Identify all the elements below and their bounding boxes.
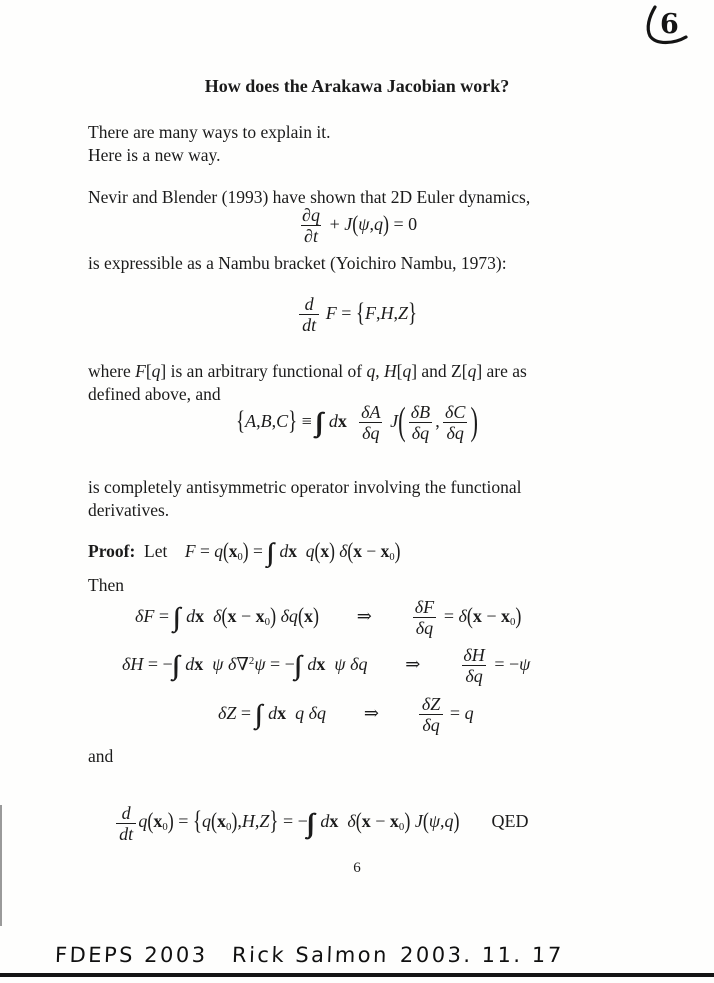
eq-token: 0 [237, 552, 243, 564]
eq-token: F [184, 541, 196, 561]
left-edge-scan-artifact [0, 805, 2, 926]
corner-page-number: 6 [660, 9, 679, 40]
equation-euler [0, 205, 714, 246]
eq-token: } [269, 806, 279, 837]
eq-token: x [389, 811, 399, 832]
eq-token: d [121, 802, 131, 823]
eq-token: δq [362, 423, 380, 444]
eq-token: q [373, 213, 383, 234]
eq-token: δB [410, 402, 431, 422]
eq-token: F [135, 361, 146, 381]
eq-token: − [481, 605, 501, 626]
eq-token: ) [270, 602, 277, 629]
eq-token: q [366, 361, 376, 381]
eq-token: − [236, 605, 256, 626]
eq-token: d [180, 653, 195, 674]
eq-token: δq [308, 702, 327, 723]
eq-token: ) [329, 537, 335, 564]
eq-token: ( [347, 537, 354, 564]
eq-token: = − [489, 653, 520, 674]
eq-token: x [216, 811, 226, 832]
eq-token: x [337, 410, 347, 431]
and-label: and [88, 746, 114, 766]
circle-swoosh-icon [638, 4, 698, 56]
eq-token: 0 [398, 821, 405, 834]
eq-token: x [316, 653, 326, 674]
eq-token: , [271, 410, 277, 431]
eq-token: x [227, 605, 237, 626]
footer-author: Rick Salmon [231, 943, 390, 967]
eq-token [347, 411, 356, 431]
eq-token: 0 [162, 821, 168, 834]
eq-token: ( [352, 210, 359, 237]
eq-token: δq [350, 653, 368, 674]
proof-line [88, 537, 401, 565]
footer-event: FDEPS 2003 [54, 943, 209, 967]
eq-token [408, 402, 433, 443]
eq-token: ( [398, 399, 406, 443]
eq-token: , [369, 213, 374, 234]
eq-token: x [380, 541, 390, 561]
eq-token [412, 597, 437, 638]
antisymmetric-sentence [88, 476, 522, 522]
eq-token: x [303, 605, 313, 626]
eq-token: δF [135, 605, 155, 626]
eq-token: δq [415, 618, 434, 639]
eq-token: δH [463, 645, 485, 665]
eq-token: ( [422, 808, 429, 835]
eq-token: ⇒ [356, 605, 372, 626]
eq-token [299, 205, 323, 246]
eq-token: q [295, 702, 305, 723]
eq-token: dt [119, 823, 134, 844]
eq-token: q [151, 361, 161, 381]
eq-token: x [501, 605, 510, 626]
eq-token: ( [297, 602, 304, 629]
eq-token: x [353, 541, 362, 561]
eq-token: J [390, 410, 399, 431]
equation-delta-f [135, 597, 521, 638]
eq-token: = [195, 541, 215, 561]
eq-token [297, 541, 306, 561]
eq-token: δF [414, 597, 435, 617]
eq-token: Z [259, 811, 270, 832]
eq-token: ] are as [476, 361, 527, 381]
eq-token: ( [466, 602, 473, 629]
eq-token: + [325, 213, 345, 234]
eq-token: δZ [218, 702, 237, 723]
intro-line-2: Here is a new way. [88, 145, 221, 165]
eq-token: A [245, 410, 257, 431]
eq-token: B [260, 410, 272, 431]
eq-token: F [325, 302, 337, 323]
eq-token [286, 703, 295, 723]
intro-paragraph [88, 121, 330, 167]
eq-token: H [380, 302, 394, 323]
eq-token: ) [453, 808, 460, 835]
eq-token: x [361, 811, 371, 832]
eq-token: ) [394, 537, 401, 564]
eq-token: x [320, 541, 330, 561]
eq-token: ∇ [236, 653, 249, 674]
eq-token: H [241, 811, 255, 832]
eq-token: q [214, 541, 223, 561]
qed-label: QED [491, 811, 529, 832]
eq-token: Proof: [88, 541, 136, 561]
eq-token: = [236, 702, 256, 723]
eq-token: x [255, 605, 265, 626]
footer-date: 2003. 11. 17 [399, 943, 565, 967]
eq-token [442, 402, 468, 443]
eq-token: [ [396, 361, 403, 381]
page-number: 6 [353, 860, 361, 876]
eq-token: Let [135, 541, 185, 561]
eq-token: = − [278, 811, 308, 832]
eq-token: q [467, 361, 477, 381]
eq-token: = [248, 541, 268, 561]
eq-token: x [288, 541, 297, 561]
eq-token: δq [422, 715, 440, 736]
eq-token: { [236, 406, 246, 437]
eq-token: δ [339, 541, 348, 561]
antisymmetric-line-1: is completely antisymmetric operator involving the functional [88, 477, 522, 497]
eq-token: , [435, 410, 440, 431]
eq-token: ) [231, 808, 238, 835]
eq-token: δZ [421, 694, 441, 714]
eq-token: J [344, 213, 353, 234]
eq-token: ψ [334, 653, 346, 674]
eq-token: x [277, 702, 287, 723]
eq-token: d [315, 811, 330, 832]
eq-token [256, 702, 264, 726]
eq-token: x [329, 811, 339, 832]
eq-token: H [383, 361, 397, 381]
equation-final [105, 780, 529, 844]
eq-token: { [355, 298, 365, 329]
eq-token: ) [167, 808, 174, 835]
eq-token: ψ [254, 653, 266, 674]
eq-token [419, 694, 443, 735]
eq-token: δq [280, 605, 298, 626]
eq-token: ≡ [297, 410, 317, 431]
eq-token: x [228, 541, 238, 561]
eq-token [267, 541, 275, 565]
eq-token: , [256, 410, 261, 431]
eq-token: δ [213, 605, 222, 626]
eq-token: δ [227, 653, 237, 674]
bottom-rule-divider [0, 973, 714, 977]
equation-delta-z [218, 694, 474, 735]
eq-token: d [324, 410, 338, 431]
eq-token: − [370, 811, 390, 832]
eq-token: δq [465, 666, 483, 687]
eq-token: ) [382, 210, 389, 237]
eq-token [299, 294, 319, 335]
eq-token [116, 803, 136, 844]
eq-token: ψ [519, 653, 531, 674]
eq-token: x [472, 605, 482, 626]
intro-line-1: There are many ways to explain it. [88, 122, 331, 142]
eq-token: δA [361, 402, 381, 422]
eq-token: } [288, 406, 298, 437]
eq-token: d [304, 294, 314, 314]
eq-token: = − [265, 653, 295, 674]
eq-token: ) [515, 602, 522, 629]
eq-token [173, 653, 181, 677]
antisymmetric-line-2: derivatives. [88, 500, 170, 520]
eq-token: q [201, 811, 211, 832]
defined-sentence: defined above, and [88, 384, 221, 404]
eq-token: , [375, 302, 381, 323]
eq-token: 0 [389, 552, 395, 564]
eq-token: d [181, 605, 196, 626]
eq-token: C [276, 410, 289, 431]
eq-token [203, 654, 212, 674]
where-sentence [88, 360, 527, 383]
eq-token: = [336, 302, 356, 323]
page-title: How does the Arakawa Jacobian work? [204, 76, 510, 96]
eq-token: , [375, 361, 384, 381]
eq-token: = [173, 811, 193, 832]
equation-abc-bracket [0, 399, 714, 444]
eq-token: = − [143, 653, 173, 674]
eq-token: } [408, 298, 418, 329]
eq-token: d [275, 541, 289, 561]
eq-token: ⇒ [363, 702, 379, 723]
eq-token [174, 605, 182, 629]
eq-token: q [464, 702, 474, 723]
nambu-sentence: is expressible as a Nambu bracket (Yoichiro Nambu, 1973): [88, 253, 507, 273]
eq-token: = [445, 702, 465, 723]
eq-token: ( [210, 808, 217, 835]
eq-token: ] and Z[ [411, 361, 468, 381]
eq-token: x [195, 605, 205, 626]
eq-token: d [263, 702, 278, 723]
equation-delta-h [122, 645, 530, 686]
eq-token: 0 [264, 616, 271, 629]
eq-token: dt [302, 315, 317, 336]
nevir-sentence: Nevir and Blender (1993) have shown that 2D Euler dynamics, [88, 187, 531, 207]
eq-token: δ [347, 811, 356, 832]
eq-token: ψ [358, 213, 370, 234]
eq-token: 0 [510, 616, 516, 629]
eq-token: { [192, 806, 202, 837]
eq-token: q [444, 811, 454, 832]
eq-token: δH [122, 653, 144, 674]
eq-token: x [194, 653, 204, 674]
eq-token: ∂t [304, 226, 318, 247]
eq-token: [ [145, 361, 152, 381]
eq-token: J [414, 811, 423, 832]
eq-token: ( [221, 602, 228, 629]
eq-token: ( [355, 808, 362, 835]
eq-token: ) [470, 399, 478, 443]
eq-token [460, 645, 487, 686]
eq-token: ∂q [302, 205, 320, 225]
eq-token [308, 811, 316, 835]
then-label: Then [88, 575, 124, 595]
eq-token: δq [411, 423, 430, 444]
eq-token: Z [397, 302, 408, 323]
eq-token: ( [314, 537, 321, 564]
eq-token: δ [458, 605, 467, 626]
eq-token: 2 [248, 654, 255, 667]
eq-token: − [361, 541, 381, 561]
equation-final-body [114, 802, 460, 844]
eq-token: ⇒ [405, 653, 421, 674]
eq-token: ψ [212, 653, 224, 674]
eq-token: δC [444, 402, 466, 422]
eq-token [204, 606, 213, 626]
eq-token: where [88, 361, 136, 381]
eq-token: F [364, 302, 376, 323]
eq-token [295, 653, 303, 677]
eq-token: = [154, 605, 174, 626]
eq-token: ( [222, 537, 229, 564]
eq-token: , [440, 811, 445, 832]
eq-token: q [138, 811, 148, 832]
eq-token [358, 402, 383, 443]
eq-token: ) [312, 602, 319, 629]
eq-token: ) [404, 808, 411, 835]
equation-nambu-bracket [0, 294, 714, 335]
eq-token: ψ [428, 811, 440, 832]
eq-token: , [393, 302, 398, 323]
eq-token: q [305, 541, 315, 561]
eq-token: ] is an arbitrary functional of [160, 361, 367, 381]
eq-token: 0 [225, 821, 232, 834]
eq-token: ( [147, 808, 154, 835]
circled-six-mark [638, 4, 698, 61]
eq-token: δq [446, 423, 464, 444]
eq-token: , [237, 811, 242, 832]
eq-token: , [254, 811, 260, 832]
eq-token: ) [242, 537, 249, 564]
eq-token: x [153, 811, 163, 832]
eq-token: q [402, 361, 412, 381]
eq-token: = 0 [388, 213, 418, 234]
eq-token: d [302, 653, 317, 674]
eq-token: = [439, 605, 459, 626]
